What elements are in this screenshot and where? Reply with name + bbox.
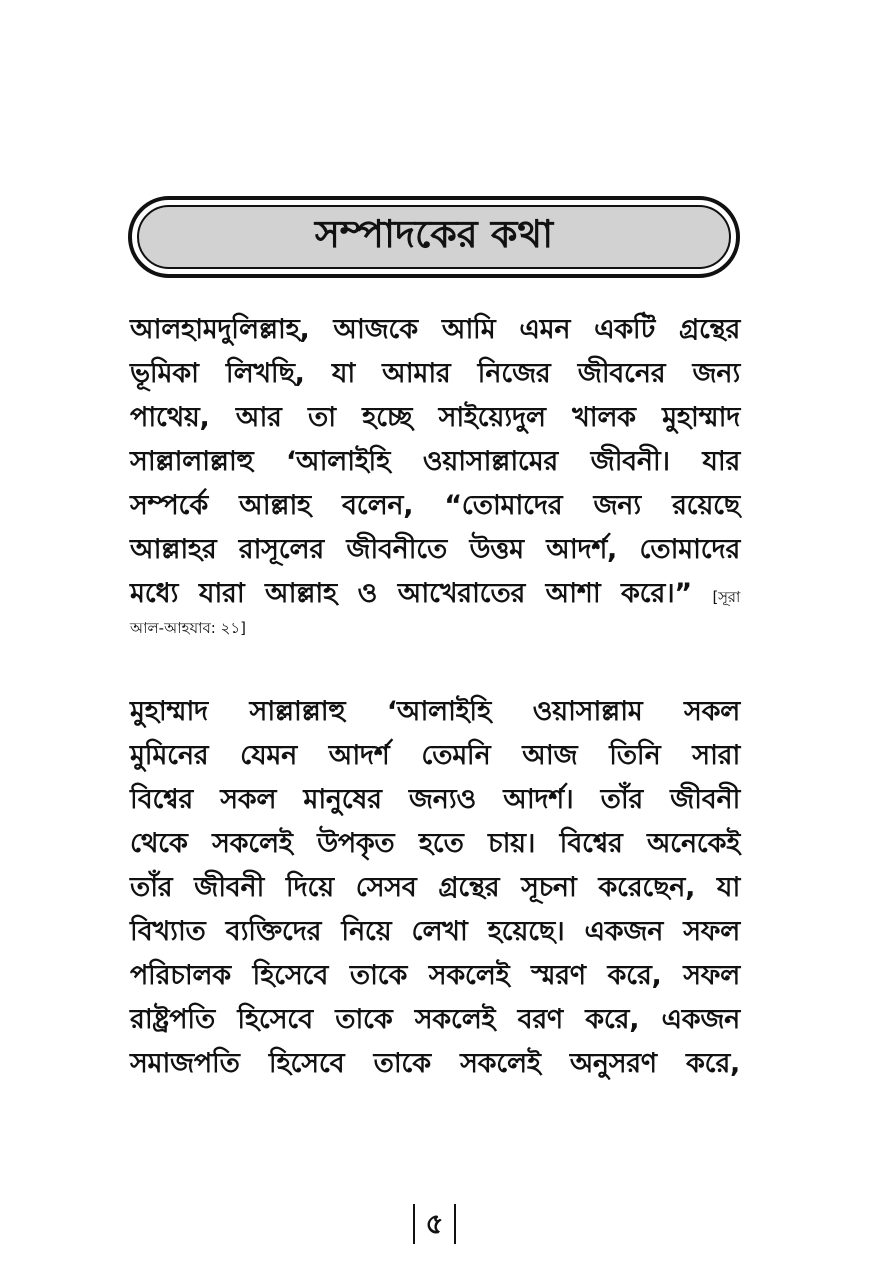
page-number-value: ৫	[425, 1207, 444, 1240]
citation-continuation: আল-আহযাব: ২১]	[130, 619, 246, 637]
page-number	[0, 1198, 869, 1249]
text-line: পাথেয়, আর তা হচ্ছে সাইয়্যেদুল খালক মুহাম্মাদ	[130, 402, 740, 433]
text-line: আলহামদুলিল্লাহ, আজকে আমি এমন একটি গ্রন্থের	[130, 314, 740, 345]
quote-end-text: মধ্যে যারা আল্লাহ ও আখেরাতের আশা করে।”	[130, 578, 692, 609]
paragraph-prophet-example	[130, 690, 740, 1086]
title-banner	[128, 196, 740, 278]
text-line: থেকে সকলেই উপকৃত হতে চায়। বিশ্বের অনেকেই	[130, 828, 740, 859]
text-line: মুমিনের যেমন আদর্শ তেমনি আজ তিনি সারা	[130, 740, 740, 771]
text-line: সাল্লালাল্লাহু ‘আলাইহি ওয়াসাল্লামের জীবনী। যার	[130, 446, 740, 477]
text-line: আল্লাহর রাসূলের জীবনীতে উত্তম আদর্শ, তোমাদের	[130, 534, 740, 565]
text-line: ভূমিকা লিখছি, যা আমার নিজের জীবনের জন্য	[130, 358, 740, 389]
text-line: তাঁর জীবনী দিয়ে সেসব গ্রন্থের সূচনা করেছেন, যা	[130, 872, 740, 903]
page-number-right-bar	[454, 1204, 456, 1244]
citation-start: [সূরা	[712, 588, 740, 606]
text-line: বিশ্বের সকল মানুষের জন্যও আদর্শ। তাঁর জীবনী	[130, 784, 740, 815]
text-line: মুহাম্মাদ সাল্লাল্লাহু ‘আলাইহি ওয়াসাল্লাম সকল	[130, 696, 740, 727]
text-line: বিখ্যাত ব্যক্তিদের নিয়ে লেখা হয়েছে। একজন সফল	[130, 916, 740, 947]
paragraph-editor-intro	[130, 308, 740, 640]
page-title: সম্পাদকের কথা	[314, 212, 554, 256]
text-line: সমাজপতি হিসেবে তাকে সকলেই অনুসরণ করে,	[130, 1048, 740, 1079]
text-line: সম্পর্কে আল্লাহ বলেন, “তোমাদের জন্য রয়েছে	[130, 490, 740, 521]
page-number-left-bar	[413, 1204, 415, 1244]
text-line-with-citation	[130, 572, 740, 616]
title-banner-inner	[137, 205, 731, 269]
text-line: পরিচালক হিসেবে তাকে সকলেই স্মরণ করে, সফল	[130, 960, 740, 991]
text-line: রাষ্ট্রপতি হিসেবে তাকে সকলেই বরণ করে, একজন	[130, 1004, 740, 1035]
